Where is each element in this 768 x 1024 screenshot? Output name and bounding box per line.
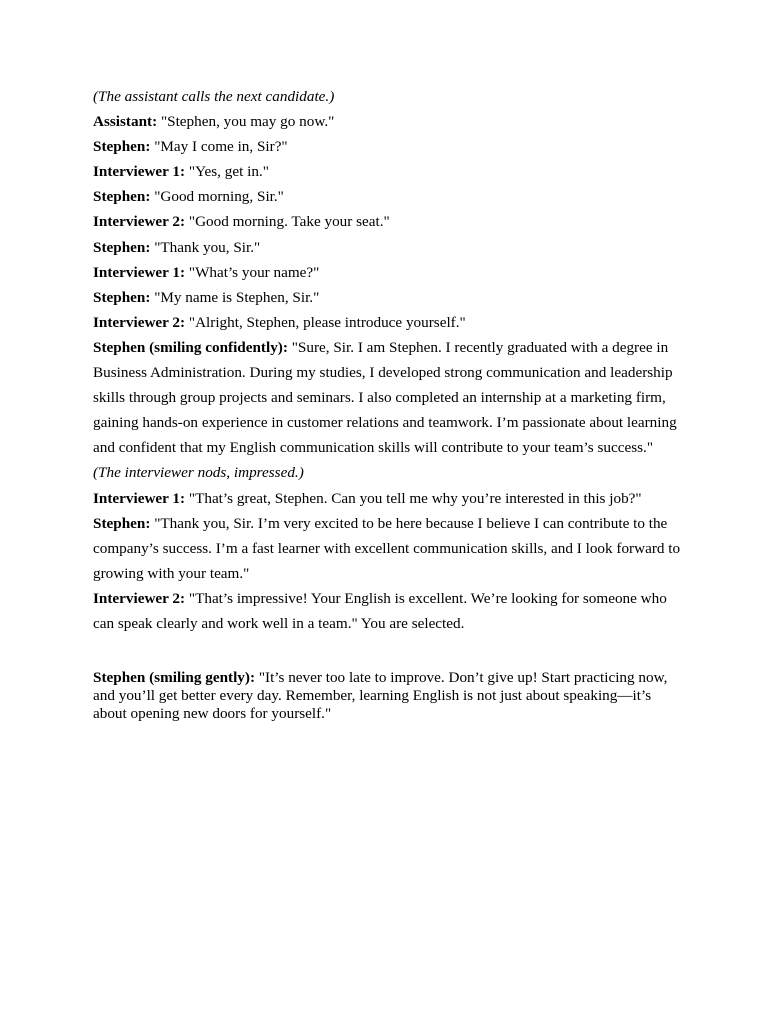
line-text: "Thank you, Sir." [154, 238, 261, 256]
line-text: "Stephen, you may go now." [160, 113, 335, 131]
speaker-name: Interviewer 1: [93, 163, 186, 181]
line-text: "Thank you, Sir. I’m very excited to be here because I believe I can contribute to the company’s success. I’m a fast learner with excellent communication skills, and I look forward to growing with your team." [93, 514, 681, 582]
dialogue-line [93, 109, 683, 134]
speaker-name: Interviewer 1: [93, 263, 186, 281]
closing-paragraph [93, 669, 683, 724]
line-text: "That’s great, Stephen. Can you tell me why you’re interested in this job?" [188, 489, 642, 507]
speaker-name: Stephen (smiling confidently): [93, 338, 288, 356]
line-text: "That’s impressive! Your English is excellent. We’re looking for someone who can speak clearly and work well in a team." You are selected. [93, 589, 667, 632]
speaker-name: Stephen: [93, 138, 151, 156]
dialogue-line [93, 260, 683, 285]
stage-direction: (The assistant calls the next candidate.) [93, 88, 335, 105]
document-page [93, 84, 683, 724]
line-text: "Good morning. Take your seat." [188, 213, 390, 231]
speaker-name: Stephen: [93, 238, 151, 256]
line-text: "Sure, Sir. I am Stephen. I recently graduated with a degree in Business Administration. During my studies, I developed strong communication and leadership skills through group projects and seminars. I also completed an internship at a marketing firm, gaining hands-on experience in customer relations and teamwork. I’m passionate about learning and confident that my English communication skills will contribute to your team’s success." [93, 338, 677, 457]
speaker-name: Interviewer 2: [93, 313, 186, 331]
dialogue-line [93, 586, 683, 636]
dialogue-line [93, 511, 683, 586]
dialogue-line [93, 285, 683, 310]
line-text: "May I come in, Sir?" [154, 138, 288, 156]
dialogue-line [93, 486, 683, 511]
line-text: "It’s never too late to improve. Don’t give up! Start practicing now, and you’ll get better every day. Remember, learning English is not just about speaking—it’s about opening new doors for yourself." [93, 669, 668, 723]
line-text: "Good morning, Sir." [154, 188, 284, 206]
dialogue-line [93, 335, 683, 460]
speaker-name: Stephen: [93, 514, 151, 532]
dialogue-line [93, 134, 683, 159]
speaker-name: Interviewer 2: [93, 589, 186, 607]
speaker-name: Stephen: [93, 288, 151, 306]
line-text: "What’s your name?" [188, 263, 320, 281]
speaker-name: Assistant: [93, 113, 158, 131]
dialogue-line [93, 310, 683, 335]
dialogue-line [93, 235, 683, 260]
line-text: "Alright, Stephen, please introduce yourself." [188, 313, 466, 331]
line-text: "My name is Stephen, Sir." [154, 288, 320, 306]
speaker-name: Stephen (smiling gently): [93, 669, 256, 687]
line-text: "Yes, get in." [188, 163, 269, 181]
speaker-name: Interviewer 2: [93, 213, 186, 231]
speaker-name: Interviewer 1: [93, 489, 186, 507]
dialogue-line [93, 209, 683, 234]
stage-direction: (The interviewer nods, impressed.) [93, 464, 304, 482]
closing-line [93, 669, 683, 724]
dialogue-line [93, 159, 683, 184]
dialogue-line [93, 184, 683, 209]
interview-dialogue [93, 84, 683, 636]
speaker-name: Stephen: [93, 188, 151, 206]
